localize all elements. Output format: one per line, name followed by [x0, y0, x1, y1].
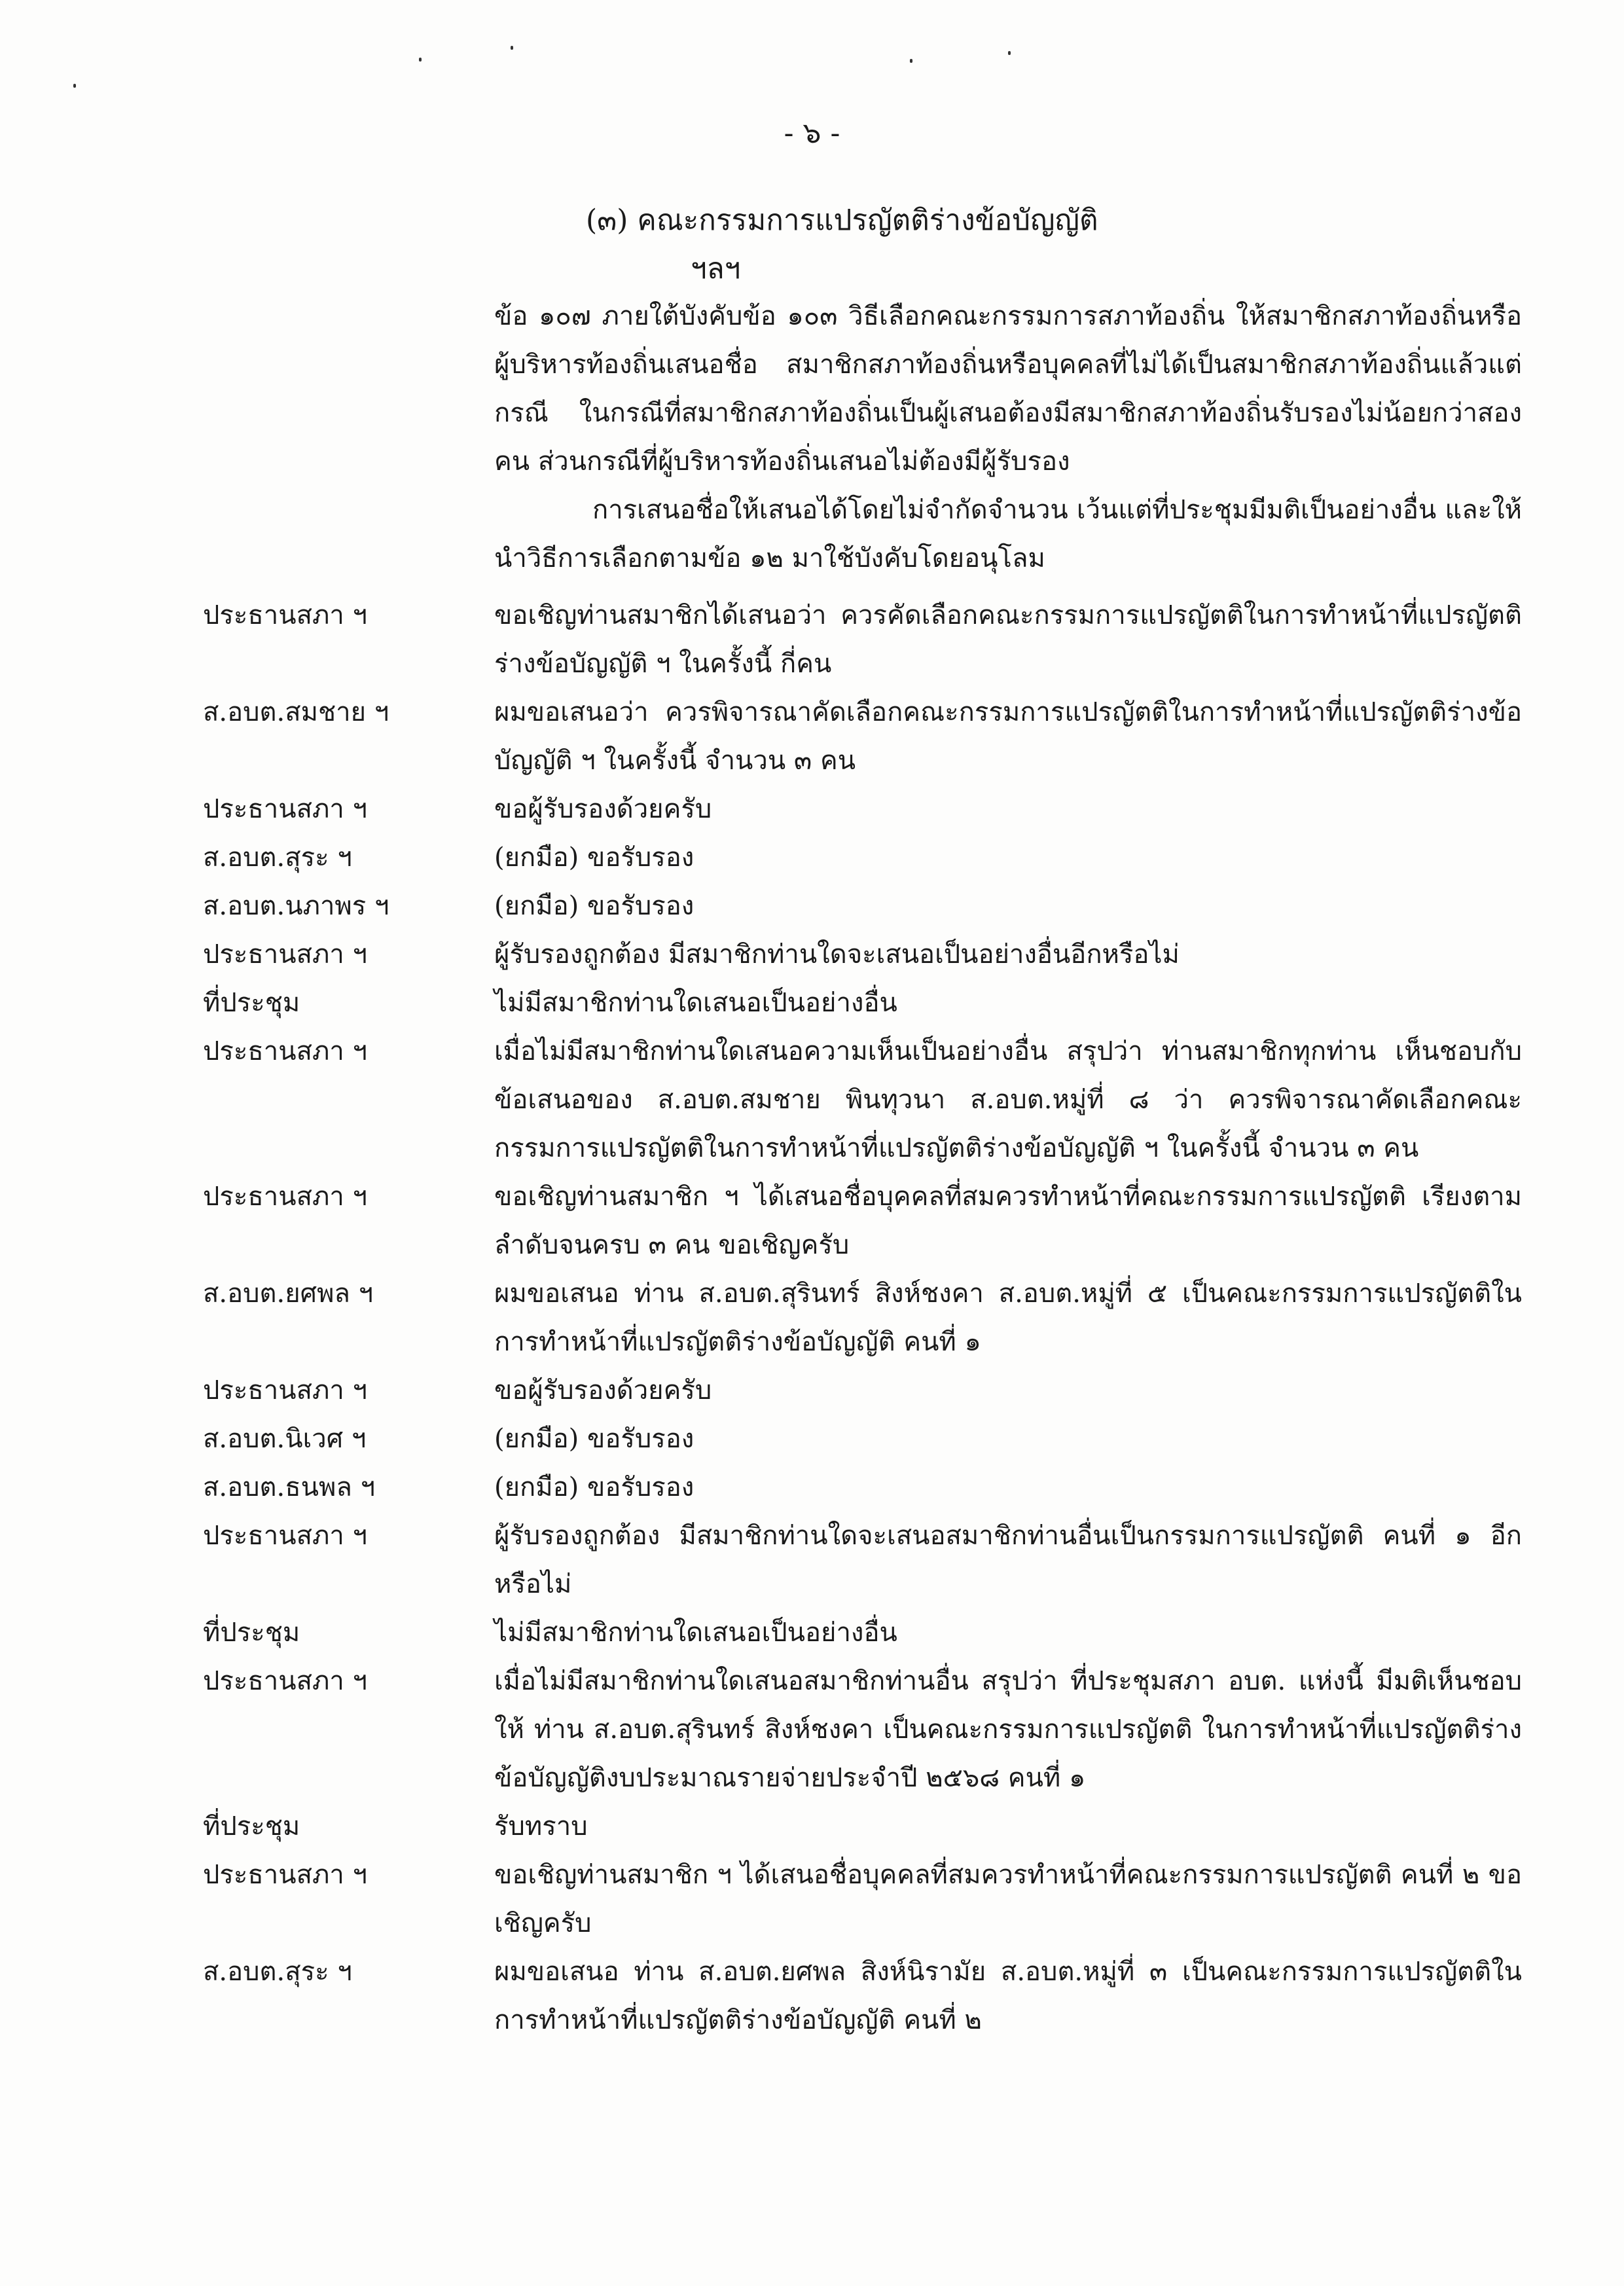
speech-text: เมื่อไม่มีสมาชิกท่านใดเสนอสมาชิกท่านอื่น สรุปว่า ที่ประชุมสภา อบต. แห่งนี้ มีมติเห็นชอบให้ ท่าน ส.อบต.สุรินทร์ สิงห์ชงคา เป็นคณะกรรมการแปรญัตติ ในการทำหน้าที่แปรญัตติร่างข้อบัญญัติงบประมาณรายจ่ายประจำปี ๒๕๖๘ คนที่ ๑ [494, 1666, 1522, 1793]
speech-text: ไม่มีสมาชิกท่านใดเสนอเป็นอย่างอื่น [494, 988, 897, 1018]
speech-text: ผมขอเสนอ ท่าน ส.อบต.สุรินทร์ สิงห์ชงคา ส.อบต.หมู่ที่ ๕ เป็นคณะกรรมการแปรญัตติในการทำหน้าที่แปรญัตติร่างข้อบัญญัติ คนที่ ๑ [494, 1279, 1522, 1357]
minutes-entry [203, 1027, 1522, 1172]
minutes-entry [203, 591, 1522, 688]
speaker-name: ส.อบต.สมชาย ฯ [203, 697, 389, 727]
minutes-entry [203, 1851, 1522, 1948]
speaker-name: ประธานสภา ฯ [203, 600, 367, 630]
minutes-entry [203, 833, 1522, 882]
regulation-paragraph: ข้อ ๑๐๗ ภายใต้บังคับข้อ ๑๐๓ วิธีเลือกคณะกรรมการสภาท้องถิ่น ให้สมาชิกสภาท้องถิ่นหรือผู้บริหารท้องถิ่นเสนอชื่อ สมาชิกสภาท้องถิ่นหรือบุคคลที่ไม่ได้เป็นสมาชิกสภาท้องถิ่นแล้วแต่กรณี ในกรณีที่สมาชิกสภาท้องถิ่นเป็นผู้เสนอต้องมีสมาชิกสภาท้องถิ่นรับรองไม่น้อยกว่าสองคน ส่วนกรณีที่ผู้บริหารท้องถิ่นเสนอไม่ต้องมีผู้รับรอง [494, 301, 1522, 477]
minutes-entry [203, 930, 1522, 979]
speaker-name: ส.อบต.ธนพล ฯ [203, 1472, 376, 1502]
minutes-entry [203, 785, 1522, 833]
speech-text: ผู้รับรองถูกต้อง มีสมาชิกท่านใดจะเสนอสมาชิกท่านอื่นเป็นกรรมการแปรญัตติ คนที่ ๑ อีกหรือไม่ [494, 1521, 1522, 1599]
speaker-name: ประธานสภา ฯ [203, 1666, 367, 1696]
scan-speck [419, 58, 422, 62]
speech-text: ขอเชิญท่านสมาชิก ฯ ได้เสนอชื่อบุคคลที่สมควรทำหน้าที่คณะกรรมการแปรญัตติ คนที่ ๒ ขอเชิญครับ [494, 1860, 1522, 1938]
speech-text: ไม่มีสมาชิกท่านใดเสนอเป็นอย่างอื่น [494, 1618, 897, 1648]
speech-text: (ยกมือ) ขอรับรอง [494, 891, 695, 921]
ellipsis-marker: ฯลฯ [691, 252, 741, 285]
minutes-entry [203, 1948, 1522, 2044]
speech-text: (ยกมือ) ขอรับรอง [494, 843, 695, 873]
regulation-paragraph: การเสนอชื่อให้เสนอได้โดยไม่จำกัดจำนวน เว้นแต่ที่ประชุมมีมติเป็นอย่างอื่น และให้นำวิธีการเลือกตามข้อ ๑๒ มาใช้บังคับโดยอนุโลม [494, 495, 1522, 573]
speaker-name: ที่ประชุม [203, 1811, 300, 1842]
speaker-name: ส.อบต.นิเวศ ฯ [203, 1424, 367, 1454]
page-number: - ๖ - [784, 117, 840, 150]
minutes-entry [203, 1608, 1522, 1657]
speech-text: ขอผู้รับรองด้วยครับ [494, 1375, 712, 1406]
speech-text: (ยกมือ) ขอรับรอง [494, 1472, 695, 1502]
minutes-entry [203, 882, 1522, 930]
scan-speck [910, 59, 912, 63]
speaker-name: ที่ประชุม [203, 1618, 300, 1648]
minutes-entry [203, 1802, 1522, 1851]
speaker-name: ประธานสภา ฯ [203, 1521, 367, 1551]
speaker-name: ส.อบต.สุระ ฯ [203, 843, 352, 873]
speech-text: ขอเชิญท่านสมาชิกได้เสนอว่า ควรคัดเลือกคณะกรรมการแปรญัตติในการทำหน้าที่แปรญัตติร่างข้อบัญญัติ ฯ ในครั้งนี้ กี่คน [494, 600, 1522, 679]
speaker-name: ส.อบต.สุระ ฯ [203, 1957, 352, 1987]
speech-text: รับทราบ [494, 1811, 588, 1842]
speech-text: เมื่อไม่มีสมาชิกท่านใดเสนอความเห็นเป็นอย่างอื่น สรุปว่า ท่านสมาชิกทุกท่าน เห็นชอบกับข้อเสนอของ ส.อบต.สมชาย พินทุวนา ส.อบต.หมู่ที่ ๘ ว่า ควรพิจารณาคัดเลือกคณะกรรมการแปรญัตติในการทำหน้าที่แปรญัตติร่างข้อบัญญัติ ฯ ในครั้งนี้ จำนวน ๓ คน [494, 1036, 1522, 1163]
scan-speck [73, 84, 76, 88]
scan-speck [1008, 51, 1011, 55]
regulation-quote [494, 292, 1522, 583]
section-header [586, 196, 1098, 293]
speaker-name: ประธานสภา ฯ [203, 1860, 367, 1890]
speech-text: ขอผู้รับรองด้วยครับ [494, 794, 712, 824]
speaker-name: ประธานสภา ฯ [203, 1036, 367, 1066]
speaker-name: ส.อบต.ยศพล ฯ [203, 1279, 374, 1309]
speaker-name: ประธานสภา ฯ [203, 939, 367, 970]
speaker-name: ส.อบต.นภาพร ฯ [203, 891, 389, 921]
minutes-entry [203, 979, 1522, 1027]
minutes-entry [203, 1463, 1522, 1512]
speech-text: ผมขอเสนอ ท่าน ส.อบต.ยศพล สิงห์นิรามัย ส.อบต.หมู่ที่ ๓ เป็นคณะกรรมการแปรญัตติในการทำหน้าที่แปรญัตติร่างข้อบัญญัติ คนที่ ๒ [494, 1957, 1522, 2035]
scan-speck [511, 46, 513, 50]
minutes-entry [203, 1269, 1522, 1366]
speaker-name: ประธานสภา ฯ [203, 794, 367, 824]
section-heading: (๓) คณะกรรมการแปรญัตติร่างข้อบัญญัติ [586, 204, 1098, 237]
speaker-name: ประธานสภา ฯ [203, 1375, 367, 1406]
minutes-entry [203, 1512, 1522, 1608]
speech-text: (ยกมือ) ขอรับรอง [494, 1424, 695, 1454]
speech-text: ขอเชิญท่านสมาชิก ฯ ได้เสนอชื่อบุคคลที่สมควรทำหน้าที่คณะกรรมการแปรญัตติ เรียงตามลำดับจนครบ ๓ คน ขอเชิญครับ [494, 1182, 1522, 1260]
speech-text: ผู้รับรองถูกต้อง มีสมาชิกท่านใดจะเสนอเป็นอย่างอื่นอีกหรือไม่ [494, 939, 1180, 970]
minutes-entry [203, 1657, 1522, 1802]
speech-text: ผมขอเสนอว่า ควรพิจารณาคัดเลือกคณะกรรมการแปรญัตติในการทำหน้าที่แปรญัตติร่างข้อบัญญัติ ฯ ในครั้งนี้ จำนวน ๓ คน [494, 697, 1522, 776]
speaker-name: ที่ประชุม [203, 988, 300, 1018]
minutes-entry [203, 1172, 1522, 1269]
minutes-entry [203, 1366, 1522, 1415]
minutes-entry [203, 1415, 1522, 1463]
minutes-entry [203, 688, 1522, 785]
meeting-minutes [203, 591, 1522, 2044]
speaker-name: ประธานสภา ฯ [203, 1182, 367, 1212]
